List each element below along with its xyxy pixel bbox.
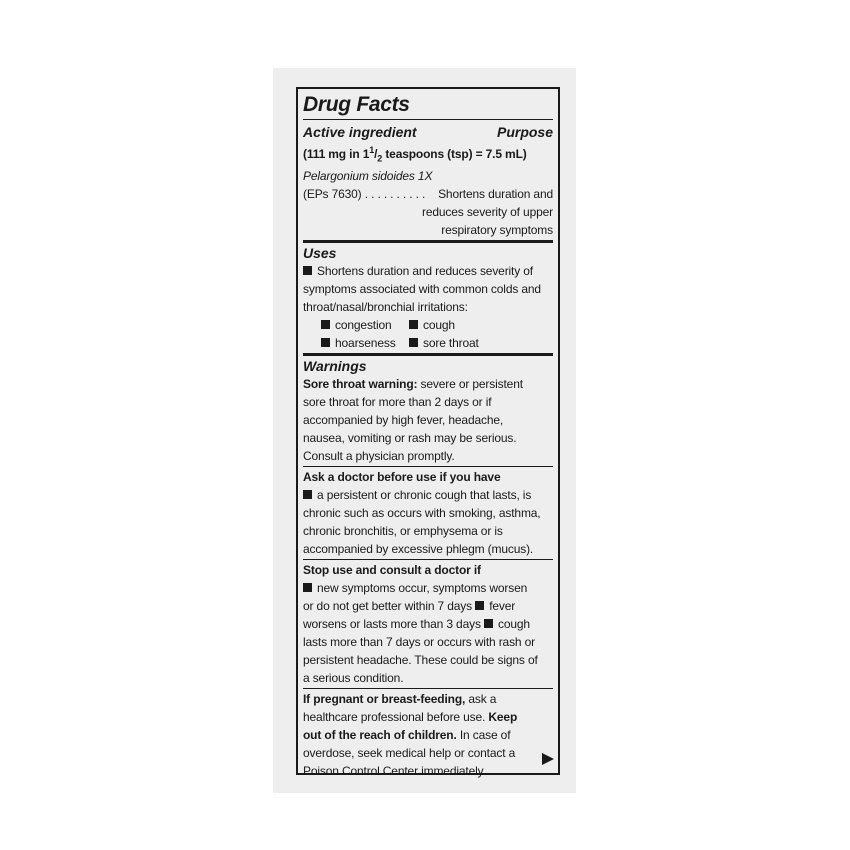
bullet-square-icon: [303, 583, 312, 592]
bullet-square-icon: [303, 490, 312, 499]
bullet-square-icon: [484, 619, 493, 628]
continue-arrow-icon: [542, 753, 554, 765]
divider: [303, 119, 553, 120]
divider: [303, 559, 553, 560]
warnings-heading: Warnings: [303, 358, 367, 375]
purpose-line-3: respiratory symptoms: [441, 223, 553, 238]
purpose-line-2: reduces severity of upper: [422, 205, 553, 220]
list-item: hoarseness: [321, 334, 409, 352]
divider: [303, 353, 553, 356]
purpose-line-1: Shortens duration and: [438, 187, 553, 202]
list-item: congestion: [321, 316, 409, 334]
purpose-heading: Purpose: [496, 124, 553, 140]
divider: [303, 688, 553, 689]
bullet-square-icon: [321, 320, 330, 329]
drug-facts-title: Drug Facts: [303, 93, 410, 116]
ingredient-name: Pelargonium sidoides 1X: [303, 169, 433, 184]
ingredient-code: (EPs 7630) . . . . . . . . . .: [303, 187, 426, 202]
stop-use-heading: Stop use and consult a doctor if: [303, 563, 481, 578]
uses-list: [303, 316, 553, 352]
bullet-square-icon: [409, 320, 418, 329]
list-item: sore throat: [409, 334, 519, 352]
bullet-square-icon: [409, 338, 418, 347]
active-ingredient-heading: Active ingredient: [303, 124, 417, 140]
drug-facts-label: [296, 87, 560, 779]
pregnancy-warning: If pregnant or breast-feeding, ask a: [303, 692, 497, 707]
dose-amount: (111 mg in $1^1/_2$ teaspoons (tsp) = 7.5 mL): [303, 145, 527, 164]
list-item: cough: [409, 316, 519, 334]
bullet-square-icon: [303, 266, 312, 275]
ask-doctor-heading: Ask a doctor before use if you have: [303, 470, 501, 485]
uses-section: Uses Shortens duration and reduces severity of symptoms associated with common colds and throat/nasal/bronchial irritations: congestion cough hoarseness sore throat: [303, 244, 553, 352]
ingredient-purpose-row: [303, 185, 553, 203]
warnings-section: Warnings Sore throat warning: severe or persistent sore throat for more than 2 days or if accompanied by high fever, headache, nausea, vomiting or rash may be serious. Consult a physician promptly. Ask a doctor before use if you have a persistent or chronic cough that lasts, is chronic such as occurs with smoking, asthma, chronic bronchitis, or emphysema or is accompanied by excessive phlegm (mucus). Stop use and consult a doctor if new symptoms occur, symptoms worsen or do not get better within 7 days fever worsens or lasts more than 3 days cough lasts more than 7 days or occurs with rash or persistent headache. These could be signs of a serious condition. If pregnant or breast-feeding, ask a healthcare professional before use. Keep out of the reach of children. In case of overdose, seek medical help or contact a Poison Control Center immediately.: [303, 357, 553, 780]
bullet-square-icon: [475, 601, 484, 610]
uses-heading: Uses: [303, 245, 337, 262]
bullet-square-icon: [321, 338, 330, 347]
divider: [303, 240, 553, 243]
divider: [303, 466, 553, 467]
active-ingredient-section: [303, 123, 553, 239]
